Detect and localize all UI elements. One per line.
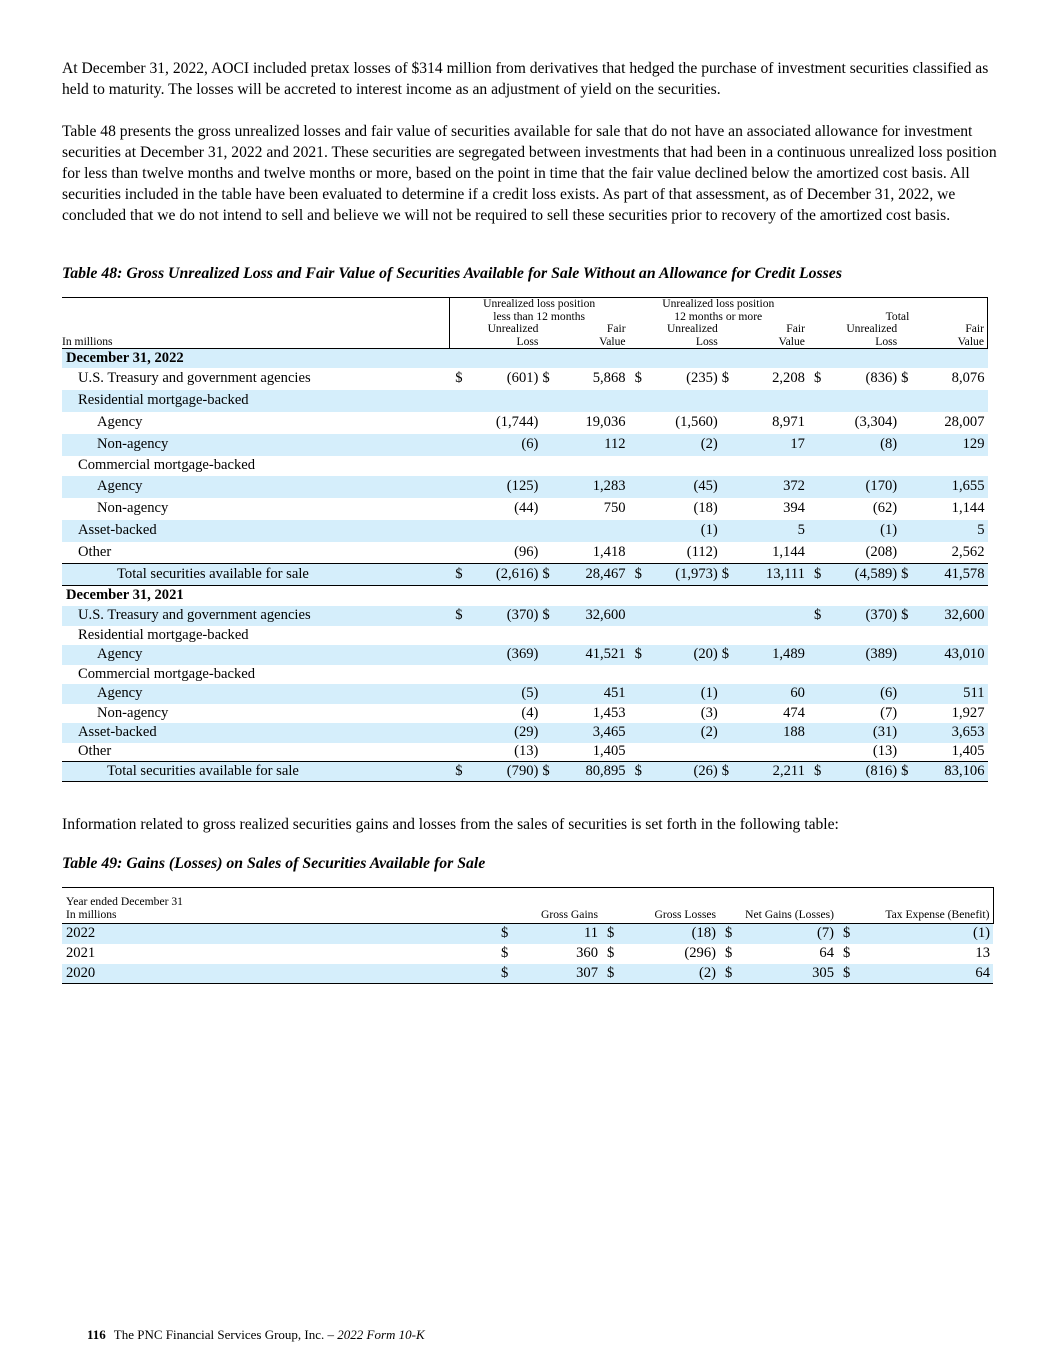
table-row: Agency (5) 451 (1) 60 (6) 511 xyxy=(62,684,988,704)
table-row: Non-agency (44) 750 (18) 394 (62) 1,144 xyxy=(97,500,985,516)
table-row: Agency (125) 1,283 (45) 372 (170) 1,655 xyxy=(62,476,988,498)
table-row: Residential mortgage-backed xyxy=(78,626,249,643)
table-row: Residential mortgage-backed xyxy=(62,390,988,412)
footer-company: The PNC Financial Services Group, Inc. – xyxy=(113,1327,335,1342)
col-header-net-gains-losses: Net Gains (Losses) xyxy=(739,888,837,924)
table-row: Commercial mortgage-backed xyxy=(78,457,256,473)
table-row-total: Total securities available for sale $ (2,616) $ 28,467 $ (1,973) $ 13,111 $ (4,589) $ 41,578 xyxy=(62,564,988,586)
table-row: U.S. Treasury and government agencies $ (601) $ 5,868 $ (235) $ 2,208 $ (836) $ 8,076 xyxy=(78,370,985,386)
table49 xyxy=(62,887,994,984)
table-row: 2021 $ 360 $ (296) $ 64 $ 13 xyxy=(66,945,990,961)
table-row: Commercial mortgage-backed xyxy=(78,665,256,682)
table-row: 2022 $ 11 $ (18) $ (7) $ (1) xyxy=(62,924,993,944)
table49-intro-paragraph: Information related to gross realized securities gains and losses from the sales of securities is set forth in the following table: xyxy=(62,816,839,833)
table49-caption: Table 49: Gains (Losses) on Sales of Securities Available for Sale xyxy=(62,855,486,872)
page-footer xyxy=(87,1327,425,1343)
aoci-paragraph: At December 31, 2022, AOCI included pretax losses of $314 million from derivatives that hedged the purchase of investment securities classified as held to maturity. The losses will be accreted to interest income as an adjustment of yield on the securities. xyxy=(62,60,989,98)
table-row: Asset-backed (1) 5 (1) 5 xyxy=(62,520,988,542)
col-header-tax-expense-benefit: Tax Expense (Benefit) xyxy=(857,888,993,924)
table48-caption: Table 48: Gross Unrealized Loss and Fair Value of Securities Available for Sale Without an Allowance for Credit Losses xyxy=(62,265,842,282)
table-row-total: Total securities available for sale $ (790) $ 80,895 $ (26) $ 2,211 $ (816) $ 83,106 xyxy=(62,762,988,782)
table-row: 2020 $ 307 $ (2) $ 305 $ 64 xyxy=(62,964,993,984)
group-header-lt12: Unrealized loss position less than 12 months xyxy=(449,298,628,324)
section-header-2022: December 31, 2022 xyxy=(62,349,988,368)
table-row: U.S. Treasury and government agencies $ (370) $ 32,600 $ (370) $ 32,600 xyxy=(62,606,988,626)
table-row: Asset-backed (29) 3,465 (2) 188 (31) 3,653 xyxy=(62,723,988,743)
table48-intro-paragraph: Table 48 presents the gross unrealized losses and fair value of securities available for sale that do not have an associated allowance for investment securities at December 31, 2022 and 2021. These securities are segregated between investments that had been in a continuous unrealized loss position for less than twelve months and twelve months or more, based on the point in time that the fair value declined below the amortized cost basis. All securities included in the table have been evaluated to determine if a credit loss exists. As part of that assessment, as of December 31, 2022, we concluded that we do not intend to sell and believe we will not be required to sell these securities prior to recovery of the amortized cost basis. xyxy=(62,123,997,224)
table-row: Agency (369) 41,521 $ (20) $ 1,489 (389) 43,010 xyxy=(62,645,988,665)
table48 xyxy=(62,297,988,782)
table49-row-header: Year ended December 31 In millions xyxy=(62,888,495,924)
col-header-fair-value: Fair Value xyxy=(915,323,987,349)
table-row: Non-agency (4) 1,453 (3) 474 (7) 1,927 xyxy=(97,704,985,721)
table-row: Agency (1,744) 19,036 (1,560) 8,971 (3,304) 28,007 xyxy=(97,414,985,430)
table-row: Other (13) 1,405 (13) 1,405 xyxy=(78,743,985,760)
col-header-gross-gains: Gross Gains xyxy=(515,888,601,924)
group-header-12plus: Unrealized loss position 12 months or more xyxy=(629,298,808,324)
footer-form: 2022 Form 10-K xyxy=(337,1327,425,1342)
page-number: 116 xyxy=(87,1327,106,1342)
col-header-fair-value: Fair Value xyxy=(736,323,808,349)
col-header-fair-value: Fair Value xyxy=(557,323,629,349)
group-header-total: Total xyxy=(808,298,988,324)
col-header-loss: Unrealized Loss xyxy=(649,323,721,349)
table-row: Other (96) 1,418 (112) 1,144 (208) 2,562 xyxy=(78,543,985,560)
col-header-loss: Unrealized Loss xyxy=(469,323,541,349)
col-header-gross-losses: Gross Losses xyxy=(621,888,719,924)
section-header-2021: December 31, 2021 xyxy=(66,587,184,604)
unit-label: In millions xyxy=(62,323,449,349)
col-header-loss: Unrealized Loss xyxy=(828,323,900,349)
table-row: Non-agency (6) 112 (2) 17 (8) 129 xyxy=(62,434,988,456)
